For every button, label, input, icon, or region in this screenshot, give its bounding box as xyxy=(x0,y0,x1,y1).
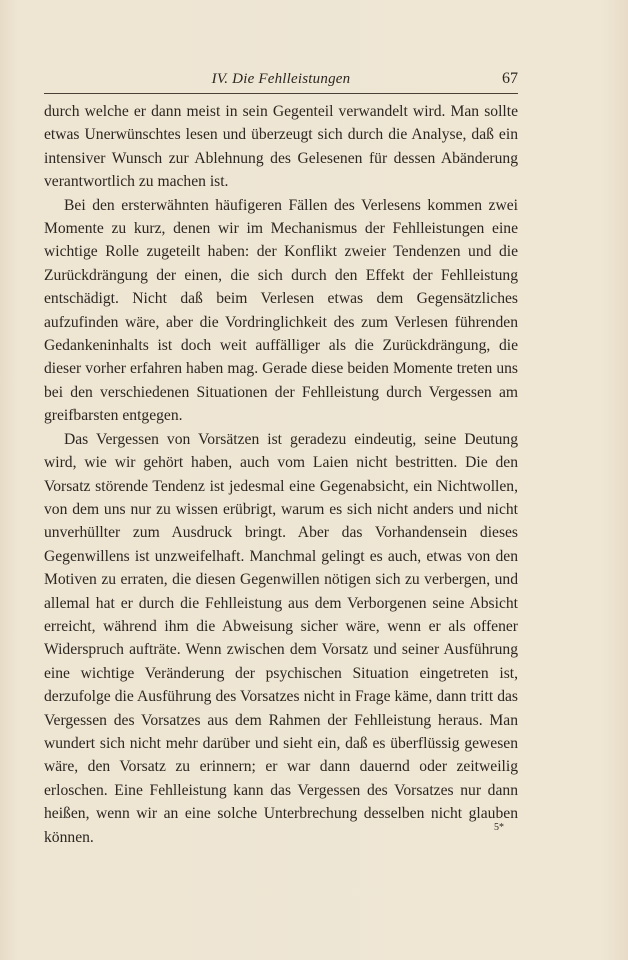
signature-mark: 5* xyxy=(494,822,504,833)
header-rule xyxy=(44,93,518,94)
running-head xyxy=(44,70,518,92)
body-text xyxy=(44,100,518,849)
running-title: IV. Die Fehlleistungen xyxy=(211,71,351,87)
paragraph-continuation: durch welche er dann meist in sein Gegenteil verwandelt wird. Man sollte etwas Unerwünschtes lesen und überzeugt sich durch die Analyse, daß ein intensiver Wunsch zur Ablehnung des Gelesenen für dessen Abänderung verantwortlich zu machen ist. xyxy=(44,103,518,191)
page-number: 67 xyxy=(502,70,518,87)
paragraph: Das Vergessen von Vorsätzen ist geradezu eindeutig, seine Deutung wird, wie wir gehört haben, auch vom Laien nicht bestritten. Die den Vorsatz störende Tendenz ist jedesmal eine Gegenabsicht, ein Nichtwollen, von dem uns nur zu wissen erübrigt, warum es sich nicht anders und nicht unverhüllter zum Ausdruck bringt. Aber das Vorhandensein dieses Gegenwillens ist unzweifelhaft. Manchmal gelingt es auch, etwas von den Motiven zu erraten, die diesen Gegenwillen nötigen sich zu verbergen, und allemal hat er durch die Fehlleistung aus dem Verborgenen seine Absicht erreicht, während ihm die Abweisung sicher wäre, wenn er als offener Widerspruch aufträte. Wenn zwischen dem Vorsatz und seiner Ausführung eine wichtige Veränderung der psychischen Situation eingetreten ist, derzufolge die Ausführung des Vorsatzes nicht in Frage käme, dann tritt das Vergessen des Vorsatzes aus dem Rahmen der Fehlleistung heraus. Man wundert sich nicht mehr darüber und sieht ein, daß es überflüssig gewesen wäre, den Vorsatz zu erinnern; er war dann dauernd oder zeitweilig erloschen. Eine Fehlleistung kann das Vergessen des Vorsatzes nur dann heißen, wenn wir an eine solche Unterbrechung desselben nicht glauben können. xyxy=(44,430,518,846)
paragraph: Bei den ersterwähnten häufigeren Fällen des Verlesens kommen zwei Momente zu kurz, denen wir im Mechanismus der Fehlleistungen eine wichtige Rolle zugeteilt haben: der Konflikt zweier Tendenzen und die Zurückdrängung der einen, die sich durch den Effekt der Fehlleistung entschädigt. Nicht daß beim Verlesen etwas dem Gegensätzliches aufzufinden wäre, aber die Vordringlichkeit des zum Verlesen führenden Gedankeninhalts ist doch weit auffälliger als die Zurückdrängung, die dieser vorher erfahren haben mag. Gerade diese beiden Momente treten uns bei den verschiedenen Situationen der Fehlleistung durch Vergessen am greifbarsten entgegen. xyxy=(44,196,518,425)
